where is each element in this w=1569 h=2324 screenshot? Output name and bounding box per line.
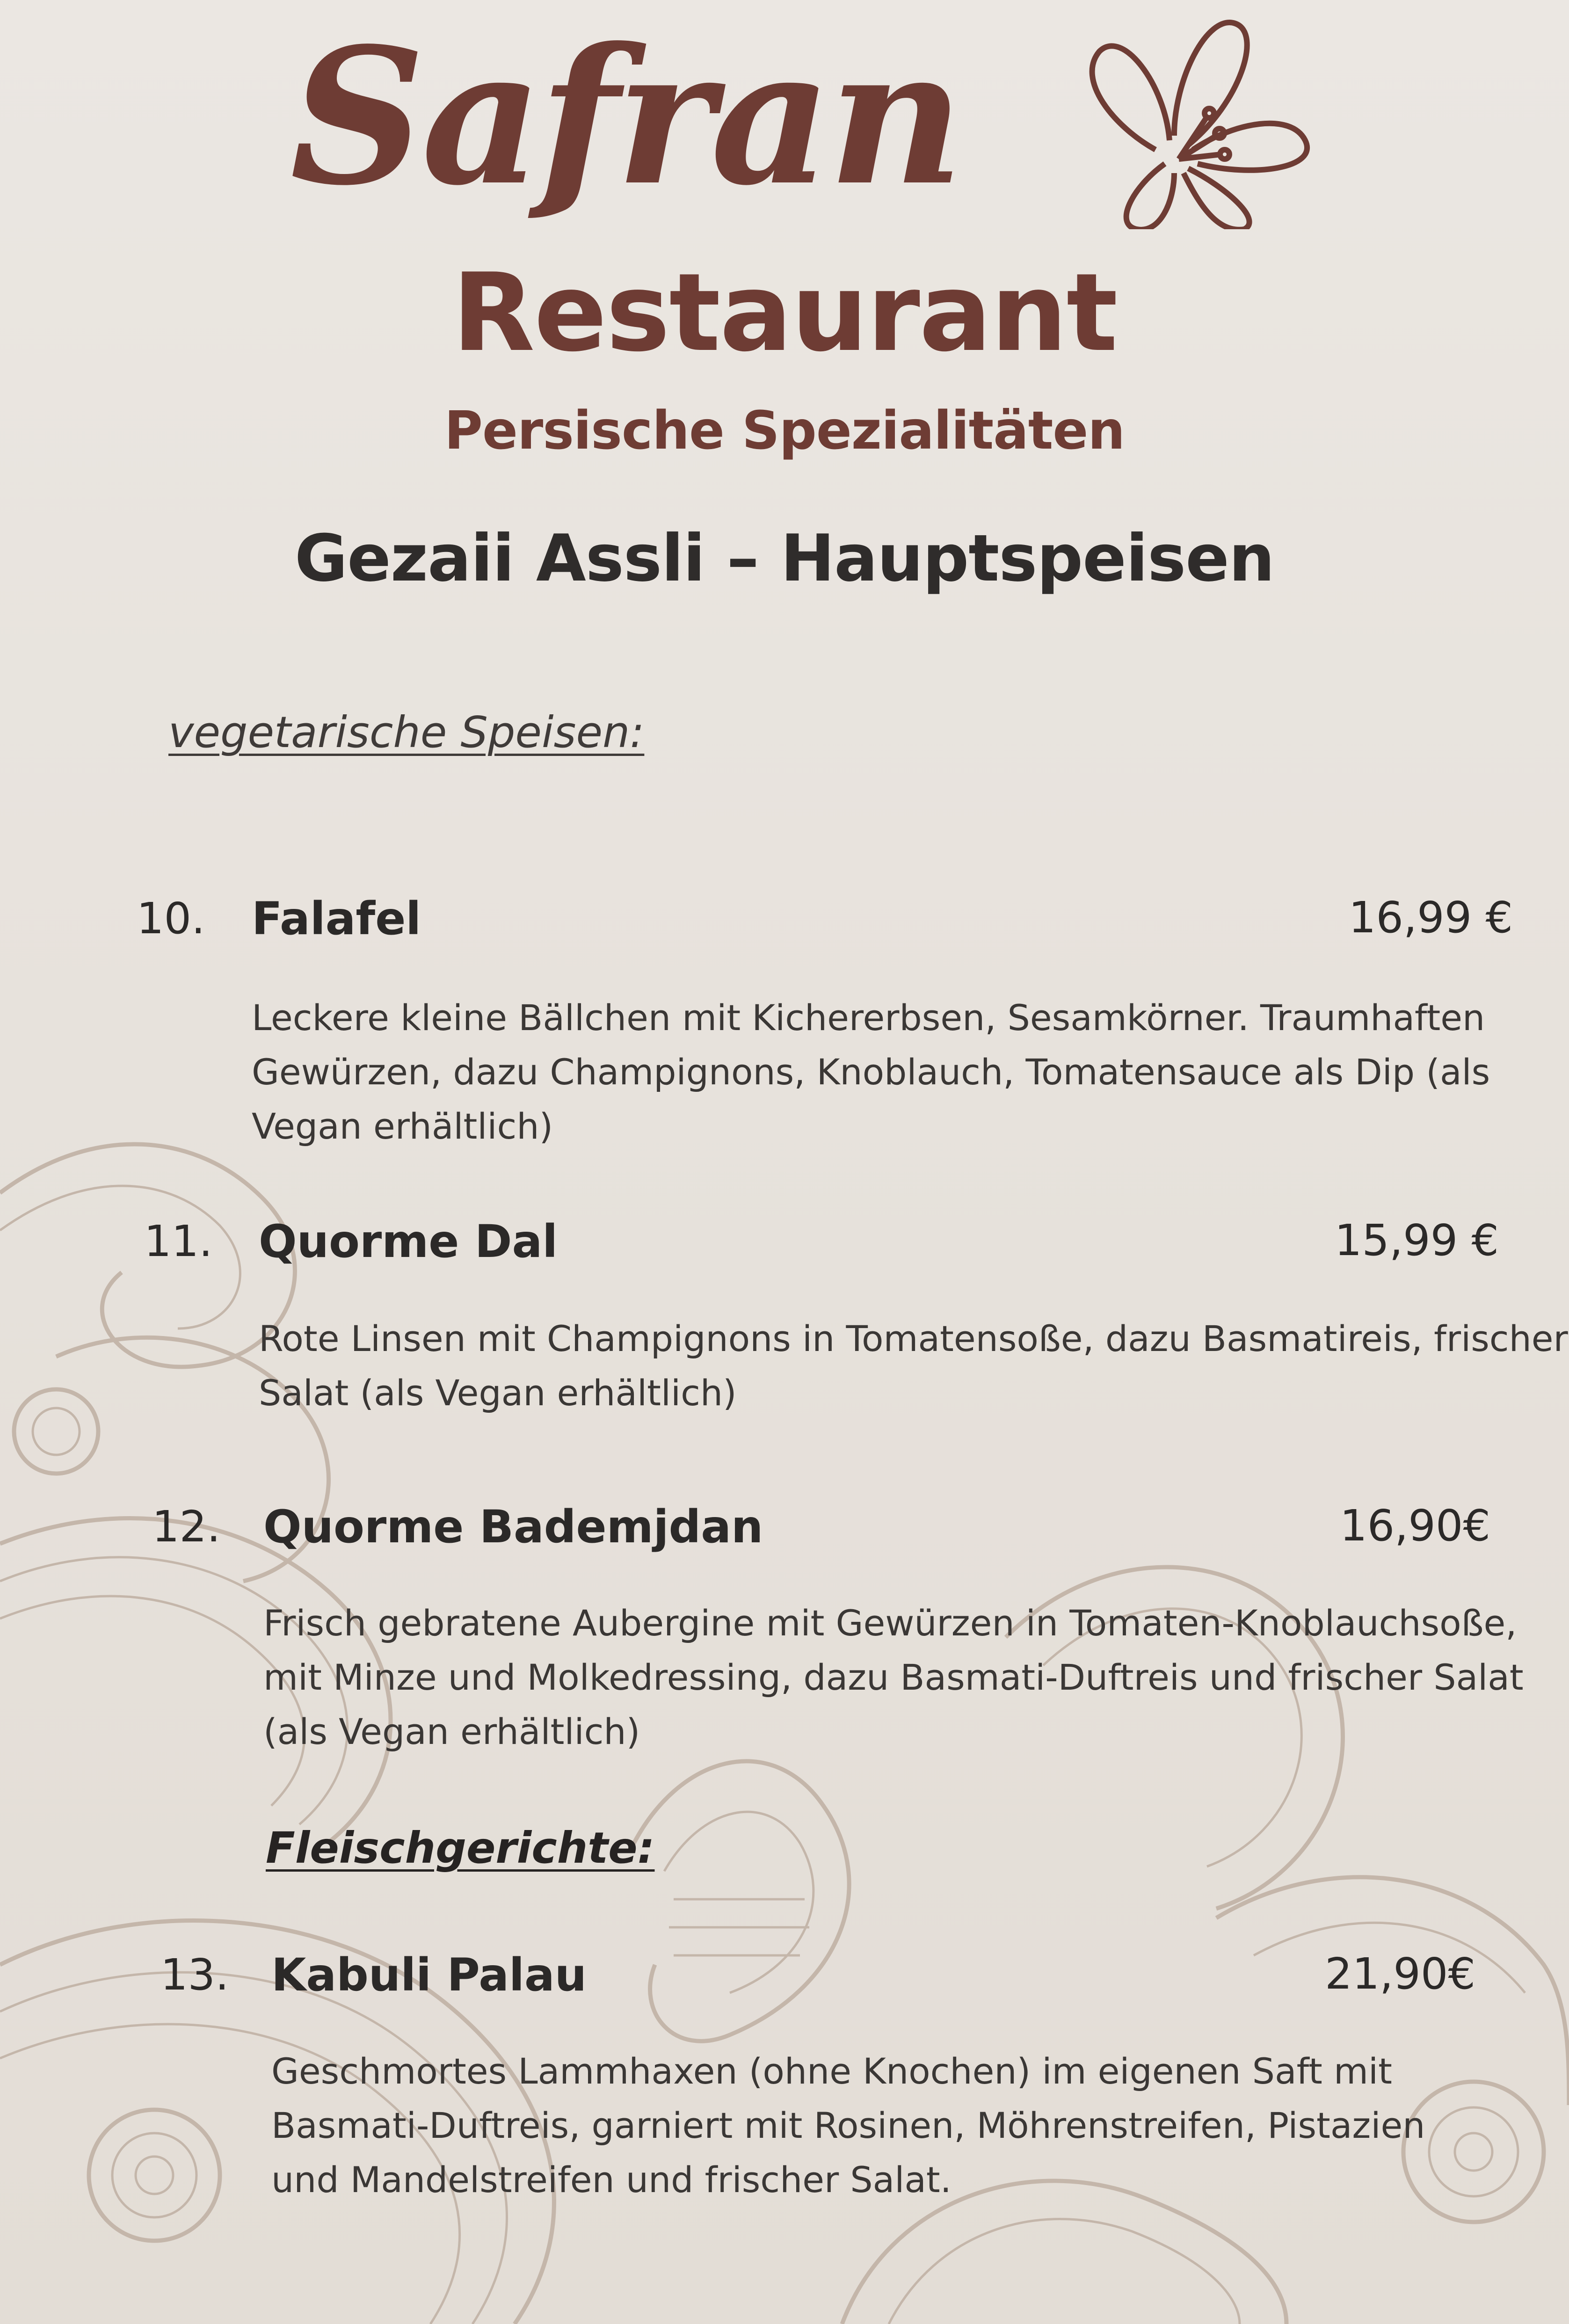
item-name: Kabuli Palau — [271, 1949, 587, 2001]
item-price: 16,99 € — [1348, 893, 1513, 943]
description-line: mit Minze und Molkedressing, dazu Basmati-Duftreis und frischer Salat — [263, 1656, 1524, 1698]
item-price: 15,99 € — [1334, 1215, 1499, 1265]
restaurant-label: Restaurant — [452, 251, 1117, 376]
item-name: Quorme Dal — [259, 1215, 558, 1268]
description-line: und Mandelstreifen und frischer Salat. — [271, 2159, 952, 2201]
item-number: 11. — [144, 1216, 213, 1266]
description-line: Frisch gebratene Aubergine mit Gewürzen in Tomaten-Knoblauchsoße, — [263, 1602, 1517, 1644]
description-line: (als Vegan erhältlich) — [263, 1711, 640, 1752]
restaurant-subtitle: Persische Spezialitäten — [444, 400, 1125, 461]
description-line: Gewürzen, dazu Champignons, Knoblauch, Tomatensauce als Dip (als — [252, 1051, 1490, 1093]
category-meat: Fleischgerichte: — [266, 1823, 655, 1873]
item-name: Quorme Bademjdan — [263, 1501, 763, 1553]
item-number: 10. — [137, 893, 205, 944]
description-line: Basmati-Duftreis, garniert mit Rosinen, Möhrenstreifen, Pistazien — [271, 2105, 1425, 2146]
item-description — [252, 991, 1490, 1154]
category-vegetarian: vegetarische Speisen: — [168, 707, 645, 757]
description-line: Salat (als Vegan erhältlich) — [259, 1372, 737, 1414]
brand-name: Safran — [290, 7, 960, 227]
description-line: Rote Linsen mit Champignons in Tomatensoße, dazu Basmatireis, frischer — [259, 1318, 1568, 1359]
item-name: Falafel — [252, 893, 421, 945]
description-line: Geschmortes Lammhaxen (ohne Knochen) im eigenen Saft mit — [271, 2050, 1392, 2092]
description-line: Vegan erhältlich) — [252, 1105, 553, 1147]
item-description — [259, 1312, 1568, 1420]
item-description — [271, 2044, 1425, 2207]
item-price: 16,90€ — [1340, 1501, 1490, 1551]
item-number: 12. — [152, 1502, 221, 1552]
item-number: 13. — [160, 1950, 229, 2000]
saffron-flower-icon — [1057, 9, 1319, 229]
item-description — [263, 1596, 1524, 1759]
description-line: Leckere kleine Bällchen mit Kichererbsen, Sesamkörner. Traumhaften — [252, 997, 1485, 1039]
item-price: 21,90€ — [1325, 1949, 1475, 1999]
section-title: Gezaii Assli – Hauptspeisen — [294, 521, 1275, 596]
brand-logo — [290, 9, 1296, 229]
